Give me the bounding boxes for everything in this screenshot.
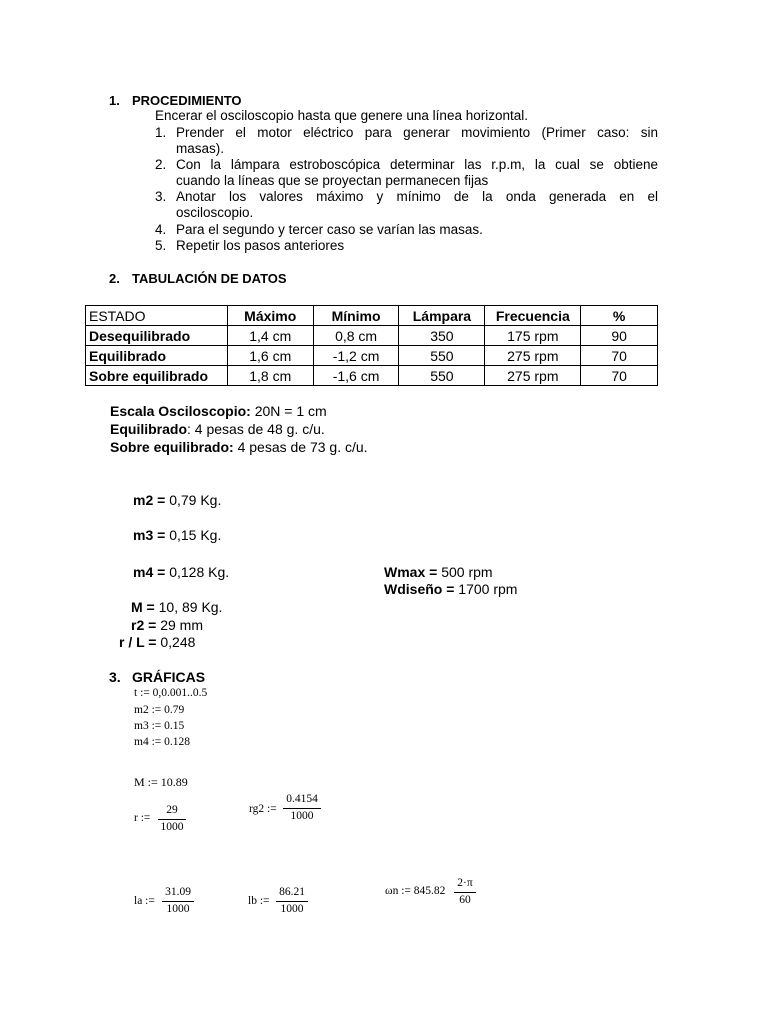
note-value: : 4 pesas de 48 g. c/u. <box>187 421 325 437</box>
value-label: r2 = <box>131 617 157 633</box>
step-text: Con la lámpara estroboscópica determinar las r.p.m, la cual se obtiene <box>176 157 658 172</box>
fraction-la <box>162 886 194 920</box>
fraction-lb <box>276 886 308 920</box>
fraction-bar <box>454 892 476 893</box>
section-3-title: GRÁFICAS <box>132 669 206 685</box>
fraction-bar <box>283 808 321 809</box>
column-header: ESTADO <box>86 306 228 326</box>
section-1-number: 1. <box>109 93 120 108</box>
numerator: 31.09 <box>165 886 191 898</box>
value-amount: 500 rpm <box>437 564 493 580</box>
step-number: 2. <box>155 157 167 172</box>
value-wdesign <box>384 581 517 597</box>
table-cell: 70 <box>581 366 658 386</box>
step-number: 4. <box>155 222 167 237</box>
step-text: Prender el motor eléctrico para generar movimiento (Primer caso: sin <box>176 125 658 140</box>
table-cell: 70 <box>581 346 658 366</box>
table-cell: Equilibrado <box>86 346 228 366</box>
table-cell: Desequilibrado <box>86 326 228 346</box>
table-cell: 0,8 cm <box>313 326 399 346</box>
def-la-lhs: la := <box>134 895 155 907</box>
note-value: 20N = 1 cm <box>250 403 327 419</box>
def-lb-lhs: lb := <box>248 895 270 907</box>
table-cell: 275 rpm <box>485 346 581 366</box>
value-label: m3 = <box>133 527 166 543</box>
numerator: 86.21 <box>279 886 305 898</box>
table-header-row <box>86 306 658 326</box>
def-m3: m3 := 0.15 <box>134 720 185 732</box>
fraction-bar <box>158 819 186 820</box>
fraction-wn <box>454 877 476 911</box>
value-amount: 0,15 Kg. <box>165 527 222 543</box>
table-cell: -1,6 cm <box>313 366 399 386</box>
value-label: m4 = <box>133 564 166 580</box>
def-m4: m4 := 0.128 <box>134 736 191 748</box>
value-label: r / L = <box>119 634 157 650</box>
denominator: 1000 <box>290 810 314 822</box>
value-amount: 0,248 <box>156 634 196 650</box>
numerator: 0.4154 <box>286 793 318 805</box>
note-label: Sobre equilibrado: <box>110 439 234 455</box>
value-amount: 1700 rpm <box>454 581 518 597</box>
table-cell: 275 rpm <box>485 366 581 386</box>
value-label: Wdiseño = <box>384 581 455 597</box>
step-number: 5. <box>155 238 167 253</box>
step-text: Anotar los valores máximo y mínimo de la onda generada en el <box>176 189 658 204</box>
table-cell: 350 <box>399 326 485 346</box>
section-2-number: 2. <box>109 271 120 286</box>
column-header: Máximo <box>227 306 313 326</box>
numerator: 29 <box>166 804 178 816</box>
denominator: 1000 <box>160 821 184 833</box>
note-balanced <box>110 421 325 437</box>
table-cell: -1,2 cm <box>313 346 399 366</box>
note-over-balanced <box>110 439 368 455</box>
def-m2: m2 := 0.79 <box>134 704 185 716</box>
step-text: Repetir los pasos anteriores <box>176 238 345 253</box>
denominator: 60 <box>459 894 471 906</box>
fraction-bar <box>162 901 194 902</box>
step-text: Para el segundo y tercer caso se varían las masas. <box>176 222 483 237</box>
value-total-mass <box>131 599 222 615</box>
note-oscilloscope-scale <box>110 403 327 419</box>
section-3-number: 3. <box>109 669 121 685</box>
value-label: M = <box>131 599 155 615</box>
table-row <box>86 346 658 366</box>
value-m2 <box>133 492 221 508</box>
note-label: Escala Osciloscopio: <box>110 403 251 419</box>
fraction-bar <box>276 901 308 902</box>
section-2-title: TABULACIÓN DE DATOS <box>132 271 287 286</box>
column-header: Lámpara <box>399 306 485 326</box>
step-text-cont: cuando la líneas que se proyectan permanecen fijas <box>176 173 489 188</box>
data-table <box>85 305 658 386</box>
note-value: 4 pesas de 73 g. c/u. <box>233 439 368 455</box>
table-cell: Sobre equilibrado <box>86 366 228 386</box>
column-header: Frecuencia <box>485 306 581 326</box>
step-number: 3. <box>155 189 167 204</box>
def-wn-lhs: ωn := 845.82 <box>385 885 446 897</box>
table-row <box>86 326 658 346</box>
value-m3 <box>133 527 221 543</box>
note-label: Equilibrado <box>110 421 187 437</box>
value-label: m2 = <box>133 492 166 508</box>
step-text-cont: osciloscopio. <box>176 205 254 220</box>
def-rg2-lhs: rg2 := <box>249 803 277 815</box>
value-amount: 10, 89 Kg. <box>154 599 223 615</box>
table-cell: 1,8 cm <box>227 366 313 386</box>
step-number: 1. <box>155 125 167 140</box>
table-cell: 550 <box>399 366 485 386</box>
numerator: 2·π <box>457 877 473 889</box>
table-cell: 550 <box>399 346 485 366</box>
value-amount: 0,79 Kg. <box>165 492 222 508</box>
value-r-over-l <box>119 634 195 650</box>
procedure-intro: Encerar el osciloscopio hasta que genere una línea horizontal. <box>155 108 528 123</box>
column-header: Mínimo <box>313 306 399 326</box>
def-total-mass: M := 10.89 <box>134 775 188 789</box>
table-cell: 175 rpm <box>485 326 581 346</box>
value-m4 <box>133 564 229 580</box>
value-amount: 0,128 Kg. <box>165 564 230 580</box>
value-r2 <box>131 617 203 633</box>
def-t: t := 0,0.001..0.5 <box>134 687 208 699</box>
value-amount: 29 mm <box>156 617 203 633</box>
step-text-cont: masas). <box>176 141 225 156</box>
table-cell: 90 <box>581 326 658 346</box>
denominator: 1000 <box>280 903 304 915</box>
column-header: % <box>581 306 658 326</box>
fraction-r <box>158 804 186 838</box>
value-label: Wmax = <box>384 564 438 580</box>
table-row <box>86 366 658 386</box>
section-1-title: PROCEDIMIENTO <box>132 93 242 108</box>
value-wmax <box>384 564 493 580</box>
table-cell: 1,4 cm <box>227 326 313 346</box>
def-r-lhs: r := <box>134 812 151 824</box>
table-cell: 1,6 cm <box>227 346 313 366</box>
fraction-rg2 <box>283 793 321 827</box>
denominator: 1000 <box>166 903 190 915</box>
